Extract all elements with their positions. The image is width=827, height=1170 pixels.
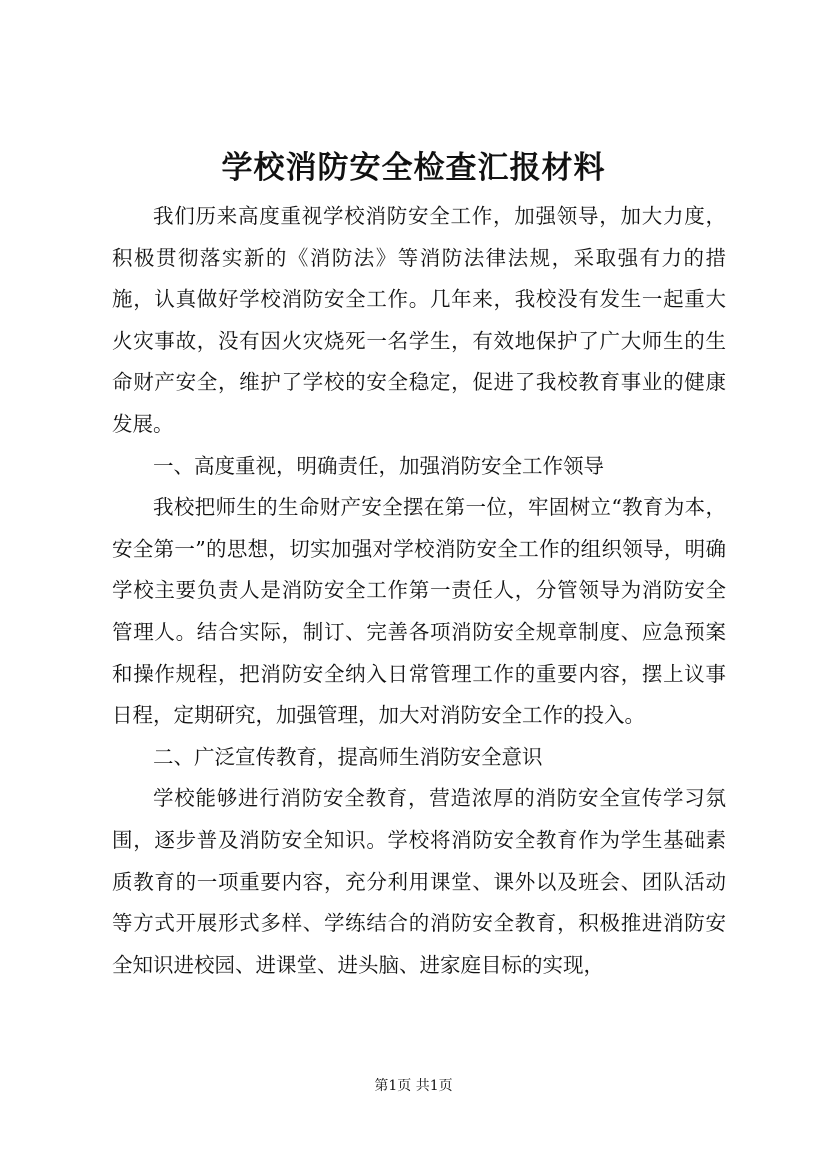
- paragraph-section-1: 我校把师生的生命财产安全摆在第一位，牢固树立“教育为本，安全第一”的思想，切实加强对学校消防安全工作的组织领导，明确学校主要负责人是消防安全工作第一责任人，分管领导为消防安全管理人。结合实际，制订、完善各项消防安全规章制度、应急预案和操作规程，把消防安全纳入日常管理工作的重要内容，摆上议事日程，定期研究，加强管理，加大对消防安全工作的投入。: [112, 495, 726, 728]
- page-footer: 第1页 共1页: [374, 1078, 453, 1094]
- section-heading-1: 一、高度重视，明确责任，加强消防安全工作领导: [153, 453, 604, 478]
- document-body: [112, 196, 726, 986]
- document-title: 学校消防安全检查汇报材料: [221, 150, 606, 186]
- paragraph-intro: 我们历来高度重视学校消防安全工作，加强领导，加大力度，积极贯彻落实新的《消防法》等消防法律法规，采取强有力的措施，认真做好学校消防安全工作。几年来，我校没有发生一起重大火灾事故，没有因火灾烧死一名学生，有效地保护了广大师生的生命财产安全，维护了学校的安全稳定，促进了我校教育事业的健康发展。: [112, 204, 726, 436]
- paragraph-section-2: 学校能够进行消防安全教育，营造浓厚的消防安全宣传学习氛围，逐步普及消防安全知识。学校将消防安全教育作为学生基础素质教育的一项重要内容，充分利用课堂、课外以及班会、团队活动等方式开展形式多样、学练结合的消防安全教育，积极推进消防安全知识进校园、进课堂、进头脑、进家庭目标的实现，: [112, 786, 726, 977]
- section-heading-2: 二、广泛宣传教育，提高师生消防安全意识: [153, 744, 543, 769]
